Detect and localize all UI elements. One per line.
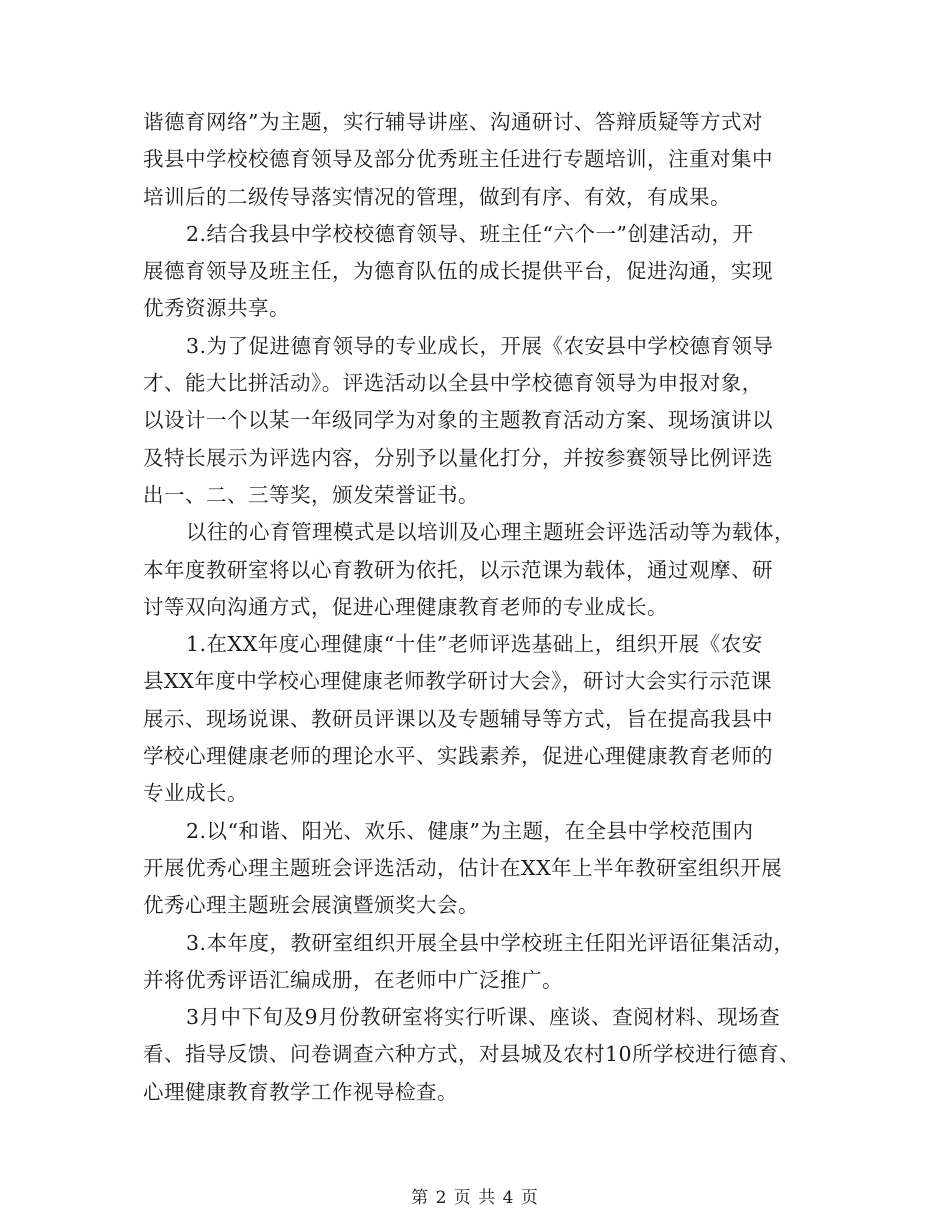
page-footer: 第 2 页 共 4 页 bbox=[411, 1188, 539, 1208]
text-line: 讨等双向沟通方式，促进心理健康教育老师的专业成长。 bbox=[143, 594, 668, 619]
text-line: 专业成长。 bbox=[143, 781, 248, 806]
text-line: 开展优秀心理主题班会评选活动，估计在XX年上半年教研室组织开展 bbox=[143, 855, 783, 880]
text-line: 展德育领导及班主任，为德育队伍的成长提供平台，促进沟通，实现 bbox=[143, 259, 773, 284]
text-line: 本年度教研室将以心育教研为依托，以示范课为载体，通过观摩、研 bbox=[143, 557, 773, 582]
text-line: 2.以“和谐、阳光、欢乐、健康”为主题，在全县中学校范围内 bbox=[186, 818, 754, 843]
text-line: 优秀资源共享。 bbox=[143, 296, 290, 321]
document-body bbox=[143, 104, 813, 1111]
text-line: 学校心理健康老师的理论水平、实践素养，促进心理健康教育老师的 bbox=[143, 744, 773, 769]
text-line: 及特长展示为评选内容，分别予以量化打分，并按参赛领导比例评选 bbox=[143, 445, 773, 470]
text-line: 1.在XX年度心理健康“十佳”老师评选基础上，组织开展《农安 bbox=[186, 632, 763, 657]
text-line: 以往的心育管理模式是以培训及心理主题班会评选活动等为载体， bbox=[186, 520, 795, 545]
text-line: 3.为了促进德育领导的专业成长，开展《农安县中学校德育领导 bbox=[186, 333, 774, 358]
text-line: 我县中学校校德育领导及部分优秀班主任进行专题培训，注重对集中 bbox=[143, 147, 773, 172]
text-line: 县XX年度中学校心理健康老师教学研讨大会》，研讨大会实行示范课 bbox=[143, 669, 772, 694]
text-line: 优秀心理主题班会展演暨颁奖大会。 bbox=[143, 893, 479, 918]
text-line: 2.结合我县中学校校德育领导、班主任“六个一”创建活动，开 bbox=[186, 221, 754, 246]
text-line: 培训后的二级传导落实情况的管理，做到有序、有效，有成果。 bbox=[143, 184, 731, 209]
text-line: 看、指导反馈、问卷调查六种方式，对县城及农村10所学校进行德育、 bbox=[143, 1042, 801, 1067]
text-line: 3月中下旬及9月份教研室将实行听课、座谈、查阅材料、现场查 bbox=[186, 1005, 781, 1030]
text-line: 出一、二、三等奖，颁发荣誉证书。 bbox=[143, 482, 479, 507]
text-line: 并将优秀评语汇编成册，在老师中广泛推广。 bbox=[143, 967, 563, 992]
text-line: 展示、现场说课、教研员评课以及专题辅导等方式，旨在提高我县中 bbox=[143, 706, 773, 731]
text-line: 谐德育网络”为主题，实行辅导讲座、沟通研讨、答辩质疑等方式对 bbox=[143, 110, 763, 134]
text-line: 心理健康教育教学工作视导检查。 bbox=[143, 1079, 458, 1104]
text-line: 3.本年度，教研室组织开展全县中学校班主任阳光评语征集活动， bbox=[186, 930, 795, 955]
text-line: 才、能大比拼活动》。评选活动以全县中学校德育领导为申报对象， bbox=[143, 371, 763, 396]
text-line: 以设计一个以某一年级同学为对象的主题教育活动方案、现场演讲以 bbox=[143, 408, 773, 433]
